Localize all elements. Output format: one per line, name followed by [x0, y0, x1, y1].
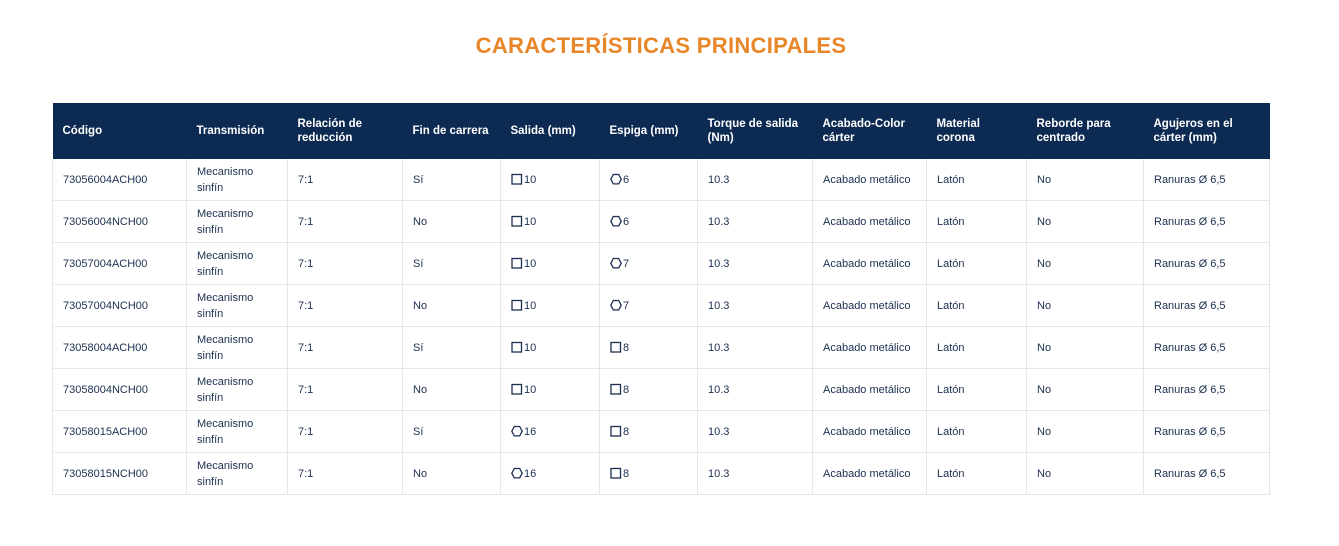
table-row	[53, 159, 1270, 201]
cell-salida-value: 10	[524, 257, 537, 270]
cell-agujeros: Ranuras Ø 6,5	[1144, 243, 1270, 285]
cell-agujeros: Ranuras Ø 6,5	[1144, 201, 1270, 243]
cell-salida-value: 16	[524, 467, 537, 480]
header-fin-carrera: Fin de carrera	[403, 103, 501, 159]
cell-torque: 10.3	[698, 453, 813, 495]
cell-espiga	[600, 453, 698, 495]
cell-salida-value: 10	[524, 299, 537, 312]
cell-material: Latón	[927, 159, 1027, 201]
cell-salida	[501, 411, 600, 453]
cell-espiga-value: 6	[623, 173, 630, 186]
header-acabado: Acabado-Color cárter	[813, 103, 927, 159]
cell-espiga	[600, 327, 698, 369]
cell-relacion: 7:1	[288, 453, 403, 495]
square-icon	[511, 299, 523, 311]
cell-fin-carrera: Sí	[403, 327, 501, 369]
cell-agujeros: Ranuras Ø 6,5	[1144, 285, 1270, 327]
cell-salida	[501, 159, 600, 201]
cell-espiga	[600, 243, 698, 285]
table-row	[53, 327, 1270, 369]
cell-relacion: 7:1	[288, 285, 403, 327]
cell-agujeros: Ranuras Ø 6,5	[1144, 327, 1270, 369]
square-icon	[511, 257, 523, 269]
cell-torque: 10.3	[698, 369, 813, 411]
header-codigo: Código	[53, 103, 187, 159]
cell-transmision: Mecanismo sinfín	[187, 243, 288, 285]
table-row	[53, 243, 1270, 285]
cell-material: Latón	[927, 201, 1027, 243]
hexagon-icon	[610, 215, 622, 227]
cell-codigo: 73056004NCH00	[53, 201, 187, 243]
cell-salida	[501, 327, 600, 369]
cell-torque: 10.3	[698, 327, 813, 369]
cell-codigo: 73058015ACH00	[53, 411, 187, 453]
square-icon	[511, 383, 523, 395]
cell-espiga	[600, 285, 698, 327]
hexagon-icon	[511, 425, 523, 437]
cell-transmision: Mecanismo sinfín	[187, 159, 288, 201]
square-icon	[511, 173, 523, 185]
cell-espiga	[600, 201, 698, 243]
cell-reborde: No	[1027, 159, 1144, 201]
cell-espiga	[600, 159, 698, 201]
cell-relacion: 7:1	[288, 201, 403, 243]
cell-relacion: 7:1	[288, 243, 403, 285]
cell-agujeros: Ranuras Ø 6,5	[1144, 453, 1270, 495]
cell-salida	[501, 243, 600, 285]
cell-transmision: Mecanismo sinfín	[187, 453, 288, 495]
cell-fin-carrera: Sí	[403, 411, 501, 453]
cell-agujeros: Ranuras Ø 6,5	[1144, 411, 1270, 453]
cell-reborde: No	[1027, 411, 1144, 453]
cell-relacion: 7:1	[288, 159, 403, 201]
cell-agujeros: Ranuras Ø 6,5	[1144, 369, 1270, 411]
hexagon-icon	[511, 467, 523, 479]
cell-espiga-value: 8	[623, 383, 630, 396]
cell-acabado: Acabado metálico	[813, 201, 927, 243]
cell-espiga	[600, 411, 698, 453]
cell-material: Latón	[927, 369, 1027, 411]
cell-espiga-value: 6	[623, 215, 630, 228]
cell-codigo: 73058004ACH00	[53, 327, 187, 369]
cell-transmision: Mecanismo sinfín	[187, 285, 288, 327]
cell-acabado: Acabado metálico	[813, 411, 927, 453]
cell-codigo: 73058004NCH00	[53, 369, 187, 411]
cell-codigo: 73057004ACH00	[53, 243, 187, 285]
table-header	[53, 103, 1270, 159]
cell-salida-value: 10	[524, 215, 537, 228]
cell-material: Latón	[927, 453, 1027, 495]
cell-codigo: 73056004ACH00	[53, 159, 187, 201]
cell-codigo: 73057004NCH00	[53, 285, 187, 327]
cell-espiga	[600, 369, 698, 411]
cell-relacion: 7:1	[288, 369, 403, 411]
cell-torque: 10.3	[698, 201, 813, 243]
cell-torque: 10.3	[698, 159, 813, 201]
square-icon	[610, 383, 622, 395]
table-row	[53, 453, 1270, 495]
header-agujeros: Agujeros en el cárter (mm)	[1144, 103, 1270, 159]
cell-espiga-value: 8	[623, 467, 630, 480]
cell-salida	[501, 285, 600, 327]
cell-reborde: No	[1027, 201, 1144, 243]
table-row	[53, 285, 1270, 327]
cell-relacion: 7:1	[288, 411, 403, 453]
cell-reborde: No	[1027, 243, 1144, 285]
cell-acabado: Acabado metálico	[813, 453, 927, 495]
cell-salida-value: 10	[524, 173, 537, 186]
table-row	[53, 201, 1270, 243]
cell-espiga-value: 8	[623, 341, 630, 354]
cell-material: Latón	[927, 411, 1027, 453]
spec-table	[52, 103, 1270, 495]
cell-acabado: Acabado metálico	[813, 243, 927, 285]
cell-relacion: 7:1	[288, 327, 403, 369]
cell-acabado: Acabado metálico	[813, 369, 927, 411]
header-material: Material corona	[927, 103, 1027, 159]
cell-acabado: Acabado metálico	[813, 159, 927, 201]
cell-transmision: Mecanismo sinfín	[187, 327, 288, 369]
hexagon-icon	[610, 299, 622, 311]
cell-fin-carrera: Sí	[403, 243, 501, 285]
cell-salida	[501, 201, 600, 243]
cell-material: Latón	[927, 327, 1027, 369]
cell-espiga-value: 7	[623, 257, 630, 270]
cell-agujeros: Ranuras Ø 6,5	[1144, 159, 1270, 201]
cell-fin-carrera: No	[403, 285, 501, 327]
header-reborde: Reborde para centrado	[1027, 103, 1144, 159]
square-icon	[610, 467, 622, 479]
cell-torque: 10.3	[698, 285, 813, 327]
cell-transmision: Mecanismo sinfín	[187, 369, 288, 411]
header-transmision: Transmisión	[187, 103, 288, 159]
cell-fin-carrera: No	[403, 453, 501, 495]
cell-material: Latón	[927, 243, 1027, 285]
cell-salida-value: 16	[524, 425, 537, 438]
cell-acabado: Acabado metálico	[813, 285, 927, 327]
hexagon-icon	[610, 173, 622, 185]
hexagon-icon	[610, 257, 622, 269]
square-icon	[610, 341, 622, 353]
cell-reborde: No	[1027, 327, 1144, 369]
cell-espiga-value: 7	[623, 299, 630, 312]
cell-transmision: Mecanismo sinfín	[187, 201, 288, 243]
cell-salida-value: 10	[524, 341, 537, 354]
header-salida: Salida (mm)	[501, 103, 600, 159]
page-title: CARACTERÍSTICAS PRINCIPALES	[475, 33, 847, 58]
table-row	[53, 411, 1270, 453]
square-icon	[511, 341, 523, 353]
table-body	[53, 159, 1270, 495]
square-icon	[511, 215, 523, 227]
cell-salida-value: 10	[524, 383, 537, 396]
cell-salida	[501, 369, 600, 411]
table-row	[53, 369, 1270, 411]
cell-reborde: No	[1027, 285, 1144, 327]
square-icon	[610, 425, 622, 437]
cell-salida	[501, 453, 600, 495]
cell-fin-carrera: No	[403, 369, 501, 411]
cell-fin-carrera: Sí	[403, 159, 501, 201]
cell-transmision: Mecanismo sinfín	[187, 411, 288, 453]
header-row	[53, 103, 1270, 159]
cell-acabado: Acabado metálico	[813, 327, 927, 369]
cell-torque: 10.3	[698, 243, 813, 285]
cell-fin-carrera: No	[403, 201, 501, 243]
header-torque: Torque de salida (Nm)	[698, 103, 813, 159]
header-relacion: Relación de reducción	[288, 103, 403, 159]
cell-reborde: No	[1027, 369, 1144, 411]
cell-material: Latón	[927, 285, 1027, 327]
header-espiga: Espiga (mm)	[600, 103, 698, 159]
cell-espiga-value: 8	[623, 425, 630, 438]
cell-reborde: No	[1027, 453, 1144, 495]
cell-codigo: 73058015NCH00	[53, 453, 187, 495]
cell-torque: 10.3	[698, 411, 813, 453]
